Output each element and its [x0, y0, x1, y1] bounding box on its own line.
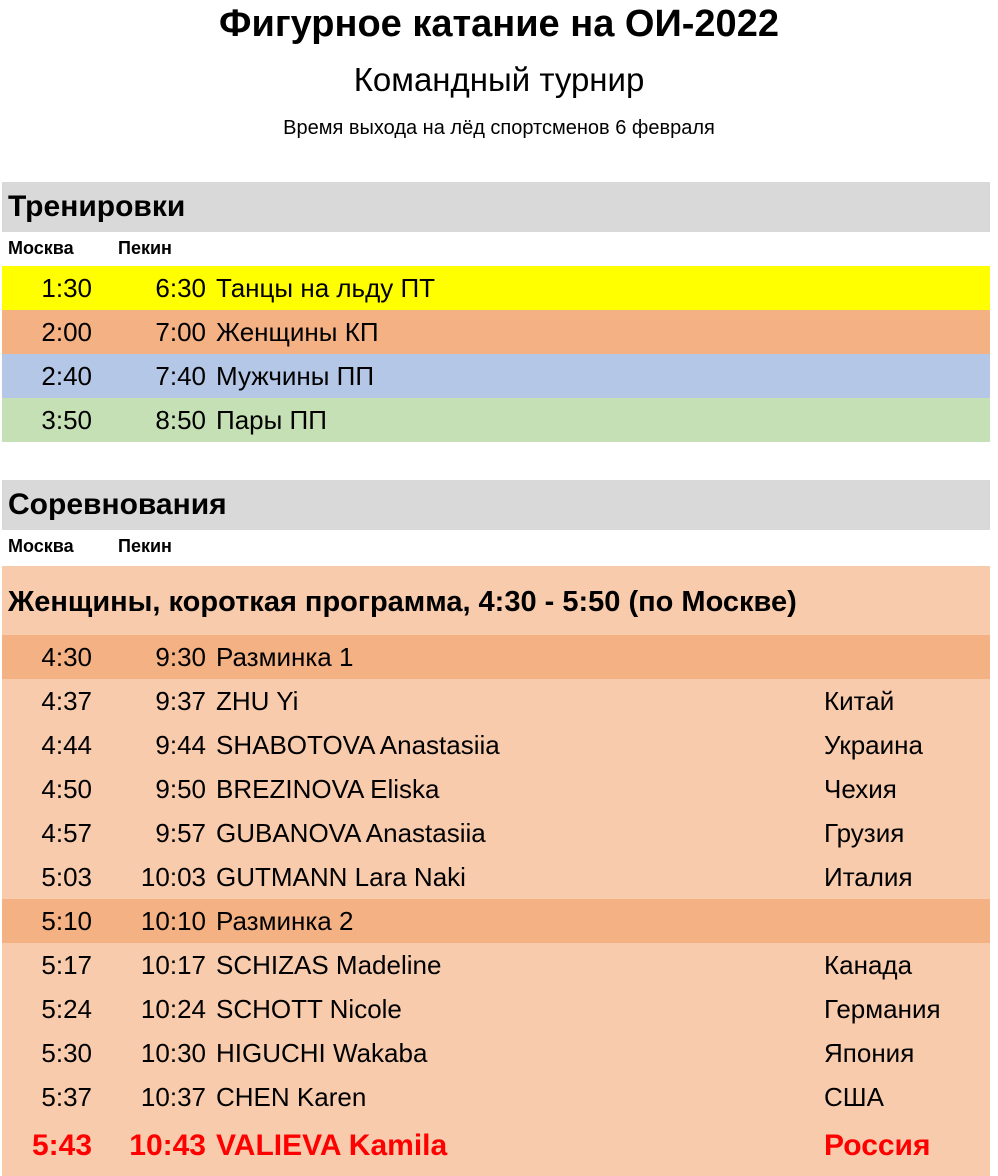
session-name: Женщины КП — [216, 317, 379, 347]
moscow-time: 5:43 — [31, 1129, 92, 1162]
beijing-time: 6:30 — [155, 273, 206, 303]
beijing-time: 9:57 — [155, 818, 206, 848]
moscow-time: 4:44 — [41, 730, 92, 760]
skater-country: Италия — [824, 862, 913, 892]
skater-country: Россия — [824, 1129, 931, 1162]
moscow-time: 5:17 — [41, 950, 92, 980]
skater-country: США — [824, 1082, 884, 1112]
training-heading: Тренировки — [2, 182, 990, 232]
beijing-time: 10:24 — [140, 994, 206, 1024]
moscow-time: 3:50 — [41, 405, 92, 435]
moscow-time: 5:30 — [41, 1038, 92, 1068]
session-name: Танцы на льду ПТ — [216, 273, 436, 303]
skater-row-highlighted — [2, 1122, 990, 1170]
skater-name: VALIEVA Kamila — [216, 1129, 448, 1162]
event-title: Женщины, короткая программа, 4:30 - 5:50 (по Москве) — [8, 586, 797, 618]
beijing-time: 9:30 — [155, 642, 206, 672]
skater-name: SCHOTT Nicole — [216, 994, 402, 1024]
beijing-time: 10:03 — [140, 862, 206, 892]
skater-name: CHEN Karen — [216, 1082, 367, 1112]
page-subtitle: Командный турнир — [353, 61, 645, 98]
skater-row — [2, 723, 990, 767]
moscow-time: 5:37 — [41, 1082, 92, 1112]
beijing-time: 10:37 — [140, 1082, 206, 1112]
beijing-time: 10:30 — [140, 1038, 206, 1068]
skater-row — [2, 943, 990, 987]
skater-country: Чехия — [824, 774, 897, 804]
skater-row — [2, 987, 990, 1031]
warmup-row — [2, 635, 990, 679]
beijing-time: 9:50 — [155, 774, 206, 804]
moscow-time: 2:40 — [41, 361, 92, 391]
training-row — [2, 310, 990, 354]
skater-row — [2, 855, 990, 899]
skater-name: GUTMANN Lara Naki — [216, 862, 466, 892]
beijing-time: 10:17 — [140, 950, 206, 980]
moscow-time: 4:30 — [41, 642, 92, 672]
training-row — [2, 354, 990, 398]
beijing-time: 7:00 — [155, 317, 206, 347]
moscow-time: 5:10 — [41, 906, 92, 936]
training-row — [2, 398, 990, 442]
moscow-time: 4:50 — [41, 774, 92, 804]
col-moscow: Москва — [8, 536, 74, 556]
page-date-note: Время выхода на лёд спортсменов 6 февраля — [283, 117, 715, 139]
moscow-time: 1:30 — [41, 273, 92, 303]
skater-country: Канада — [824, 950, 913, 980]
col-moscow: Москва — [8, 238, 74, 258]
beijing-time: 10:43 — [129, 1129, 206, 1162]
beijing-time: 10:10 — [140, 906, 206, 936]
session-name: Пары ПП — [216, 405, 327, 435]
skater-row — [2, 811, 990, 855]
skater-name: BREZINOVA Eliska — [216, 774, 440, 804]
page-title: Фигурное катание на ОИ-2022 — [219, 3, 779, 45]
skater-country: Украина — [824, 730, 923, 760]
skater-row — [2, 1031, 990, 1075]
competition-heading: Соревнования — [2, 480, 990, 530]
beijing-time: 9:37 — [155, 686, 206, 716]
skater-country: Германия — [824, 994, 941, 1024]
warmup-label: Разминка 1 — [216, 642, 354, 672]
skater-name: SHABOTOVA Anastasiia — [216, 730, 500, 760]
session-name: Мужчины ПП — [216, 361, 375, 391]
warmup-label: Разминка 2 — [216, 906, 354, 936]
moscow-time: 4:37 — [41, 686, 92, 716]
skater-row — [2, 1075, 990, 1119]
skater-row — [2, 679, 990, 723]
moscow-time: 5:24 — [41, 994, 92, 1024]
skater-name: ZHU Yi — [216, 686, 299, 716]
warmup-row — [2, 899, 990, 943]
skater-country: Китай — [824, 686, 895, 716]
skater-name: HIGUCHI Wakaba — [216, 1038, 428, 1068]
skater-name: GUBANOVA Anastasiia — [216, 818, 486, 848]
moscow-time: 4:57 — [41, 818, 92, 848]
col-beijing: Пекин — [118, 536, 172, 556]
moscow-time: 2:00 — [41, 317, 92, 347]
col-beijing: Пекин — [118, 238, 172, 258]
skater-row — [2, 767, 990, 811]
beijing-time: 9:44 — [155, 730, 206, 760]
skater-name: SCHIZAS Madeline — [216, 950, 442, 980]
skater-country: Грузия — [824, 818, 905, 848]
beijing-time: 7:40 — [155, 361, 206, 391]
training-row — [2, 266, 990, 310]
skater-country: Япония — [824, 1038, 915, 1068]
beijing-time: 8:50 — [155, 405, 206, 435]
moscow-time: 5:03 — [41, 862, 92, 892]
